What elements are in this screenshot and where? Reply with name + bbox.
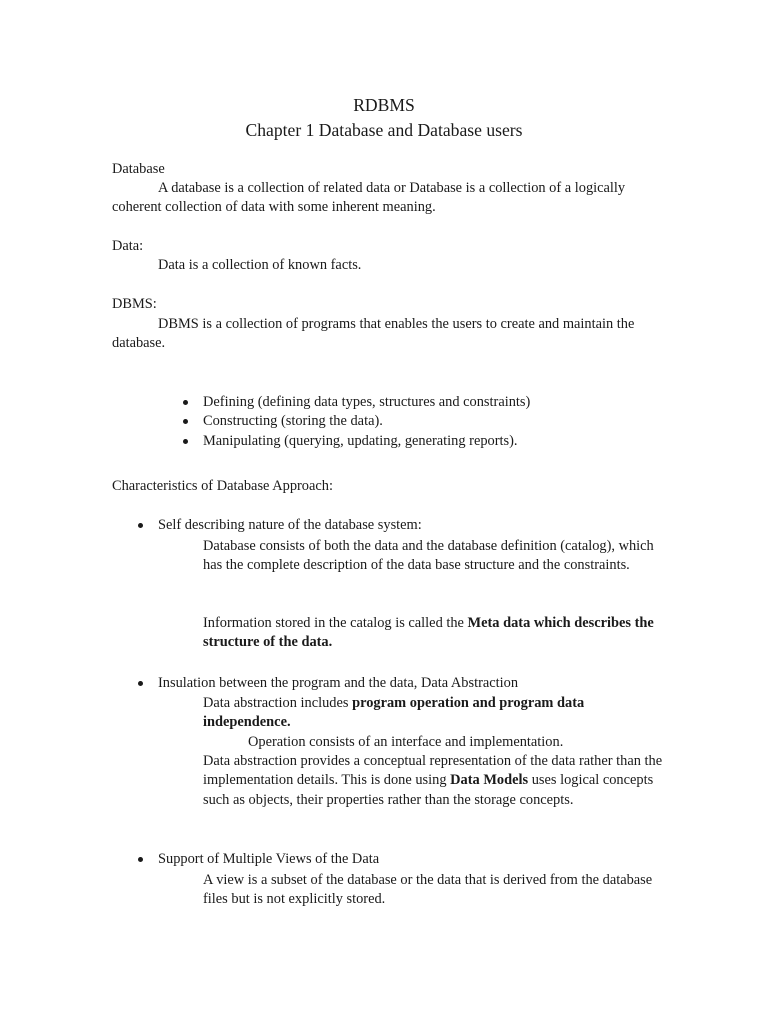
data-definition: Data is a collection of known facts. [158,257,362,273]
data-abstraction-paragraph [203,694,663,733]
data-models-paragraph [203,752,663,810]
data-models-prefix: Data abstraction provides a conceptual representation of the data rather than the implementation details. This is done using [203,753,663,789]
list-item: Defining (defining data types, structures and constraints) [203,393,623,412]
database-definition: A database is a collection of related data or Database is a collection of a logically coherent collection of data with some inherent meaning. [112,180,626,216]
meta-data-paragraph [203,614,663,653]
view-definition: A view is a subset of the database or the data that is derived from the database files but is not explicitly stored. [203,872,653,908]
characteristics-heading: Characteristics of Database Approach: [112,478,333,494]
catalog-description: Database consists of both the data and the database definition (catalog), which has the complete description of the data base structure and the constraints. [203,538,654,574]
data-heading: Data: [112,238,144,254]
dbms-functions-list [203,393,623,451]
database-heading: Database [112,161,165,177]
list-item: Constructing (storing the data). [203,412,623,431]
data-models-emphasis: Data Models [450,772,529,789]
abstraction-prefix: Data abstraction includes [203,695,353,711]
document-title: RDBMS [353,95,415,115]
meta-data-prefix: Information stored in the catalog is called the [203,615,468,631]
list-item: Manipulating (querying, updating, generating reports). [203,432,623,451]
characteristic-multiple-views: Support of Multiple Views of the Data [158,850,658,869]
dbms-definition: DBMS is a collection of programs that enables the users to create and maintain the database. [112,316,635,352]
operation-line: Operation consists of an interface and implementation. [248,734,564,750]
chapter-title: Chapter 1 Database and Database users [245,120,523,140]
dbms-heading: DBMS: [112,296,157,312]
abstraction-emphasis: program operation and program data independence. [203,695,585,731]
data-models-suffix: uses logical concepts such as objects, their properties rather than the storage concepts. [203,772,654,808]
characteristic-insulation: Insulation between the program and the data, Data Abstraction [158,674,658,693]
meta-data-emphasis: Meta data which describes the structure of the data. [203,615,654,651]
characteristic-self-describing: Self describing nature of the database system: [158,516,658,535]
